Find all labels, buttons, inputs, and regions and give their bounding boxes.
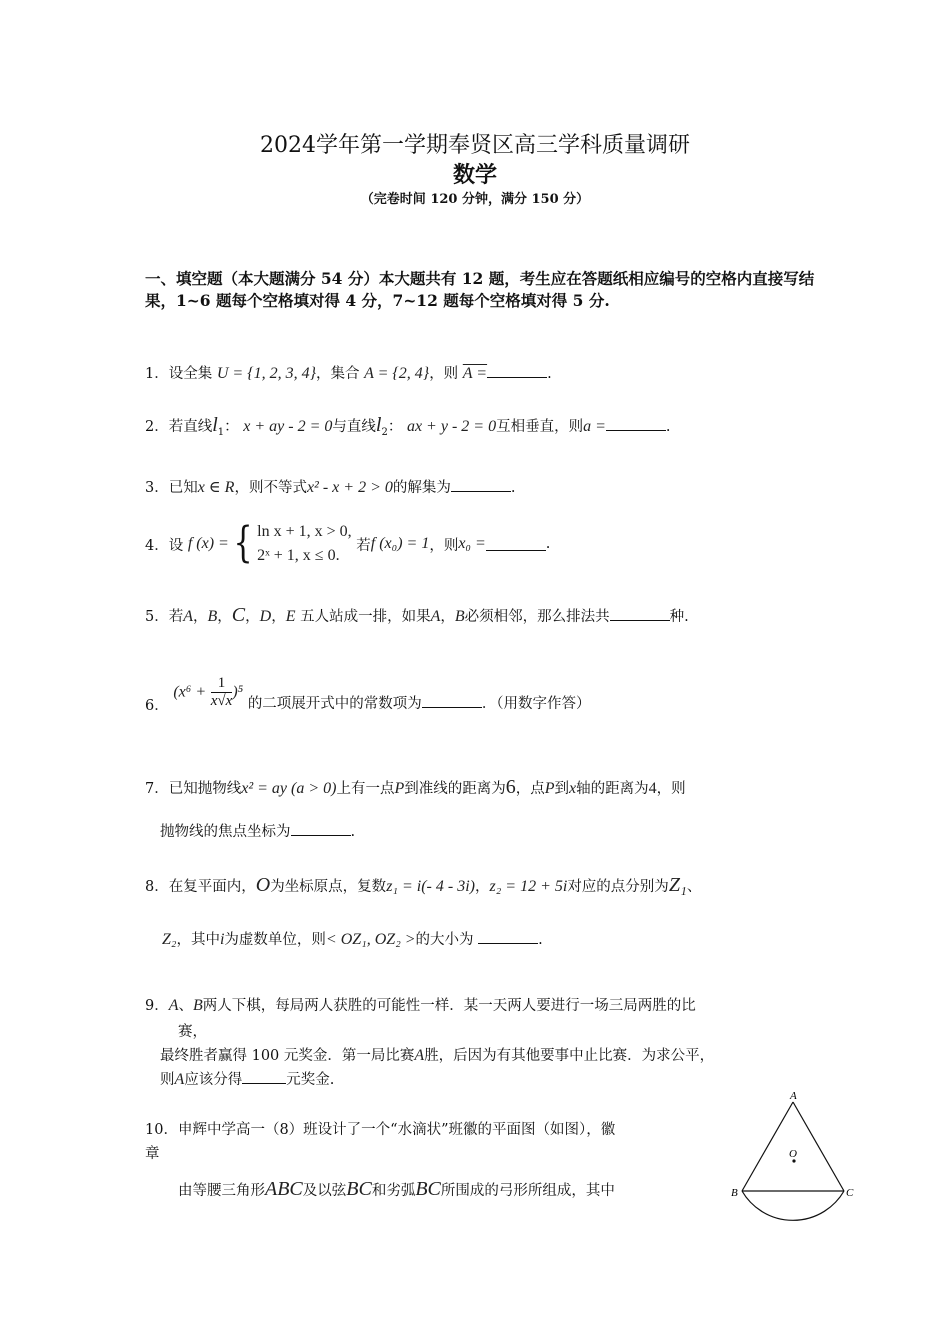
question-10-line3 [178, 1178, 615, 1201]
q5-person-b: B [207, 608, 218, 625]
q3-condition: x ∈ R [197, 479, 235, 496]
q8-text: . [538, 932, 543, 948]
q7-number: 7． [145, 781, 169, 797]
exam-time-info: （完卷时间 120 分钟，满分 150 分） [360, 192, 590, 207]
q6-expr-right: )⁵ [232, 683, 244, 701]
q5-person-a: A [183, 608, 194, 625]
q8-text: ，其中 [176, 932, 220, 948]
question-4 [145, 520, 550, 568]
q7-point-p: P [394, 780, 405, 797]
q8-text: 为坐标原点，复数 [270, 879, 387, 895]
q1-set-a: A = {2, 4} [364, 365, 430, 382]
q9-text: 胜，后因为有其他要事中止比赛．为求公平， [424, 1048, 715, 1064]
q5-text: 种. [669, 609, 689, 625]
q9-text: 则 [160, 1072, 175, 1088]
question-1 [145, 362, 552, 383]
q4-number: 4． [145, 537, 169, 554]
q4-case-1: ln x + 1, x > 0, [257, 523, 352, 540]
figure-label-c: C [846, 1187, 854, 1199]
q5-person-c: C [231, 604, 246, 626]
q6-denominator: x√x [210, 693, 233, 709]
q2-text: 若直线 [168, 419, 213, 435]
question-8-line2 [162, 928, 543, 949]
q8-text: 为虚数单位，则 [224, 932, 326, 948]
q2-variable-a: a = [583, 418, 606, 435]
q6-answer-blank[interactable] [422, 695, 482, 708]
q4-text: 若 [356, 537, 371, 554]
figure-label-o: O [789, 1148, 797, 1160]
q7-value-6: 6 [505, 776, 516, 798]
q5-text: 必须相邻，那么排法共 [464, 609, 610, 625]
q8-answer-blank[interactable] [478, 931, 538, 944]
q9-text: 最终胜者赢得 100 元奖金．第一局比赛 [160, 1048, 415, 1064]
figure-arc-bc [742, 1191, 844, 1220]
q7-text: . [350, 824, 356, 840]
q2-sub1: 1 [217, 426, 225, 438]
q7-text: ，则 [656, 781, 686, 797]
q3-text: . [510, 480, 516, 496]
q7-answer-blank[interactable] [291, 823, 351, 836]
q3-text: 已知 [168, 480, 198, 496]
q4-equation: f (x₀) = 1 [370, 535, 430, 552]
q9-text: 元奖金. [286, 1072, 335, 1088]
section1-intro: 一、填空题（本大题满分 54 分）本大题共有 12 题，考生应在答题纸相应编号的空格内直接写结果，1~6 题每个空格填对得 4 分，7~12 题每个空格填对得 5 分. [145, 269, 815, 310]
question-7-line2 [160, 820, 355, 841]
q8-angle: < OZ₁, OZ₂ > [325, 931, 416, 948]
q2-text: ： [224, 419, 239, 435]
q7-text: 已知抛物线 [168, 781, 242, 797]
q5-sep: ， [440, 609, 455, 625]
q10-text: 申辉中学高一（8）班设计了一个“水滴状”班徽的平面图（如图），徽 [177, 1122, 616, 1138]
q1-text: 设全集 [168, 366, 213, 382]
q3-text: 的解集为 [392, 480, 451, 496]
q8-point-z1: Z₁ [668, 874, 687, 896]
q5-person-d: D [259, 608, 272, 625]
q9-player-a: A [414, 1047, 425, 1064]
q3-inequality: x² - x + 2 > 0 [306, 479, 393, 496]
q7-text: 抛物线的焦点坐标为 [160, 824, 291, 840]
q1-text: ，集合 [316, 366, 360, 382]
q2-text: . [665, 419, 671, 435]
q1-answer-blank[interactable] [487, 365, 547, 378]
question-7 [145, 776, 686, 799]
q1-set-u: U = {1, 2, 3, 4} [216, 365, 316, 382]
exam-title: 2024学年第一学期奉贤区高三学科质量调研 [260, 133, 690, 158]
q5-sep: ， [193, 609, 208, 625]
q6-fraction [211, 675, 233, 710]
q7-text: 到 [554, 781, 570, 797]
q5-sep: ， [271, 609, 286, 625]
q6-expr-left: (x⁶ + [173, 683, 207, 701]
q8-text: 对应的点分别为 [567, 879, 669, 895]
q5-person-a: A [430, 608, 441, 625]
q5-number: 5． [145, 609, 169, 625]
q9-sep: 、 [178, 998, 194, 1014]
q2-line-l2: l [375, 414, 382, 436]
q10-arc-bc: BC [415, 1178, 441, 1200]
q9-player-b: B [193, 997, 203, 1014]
q8-complex-z2: z₂ = 12 + 5i [489, 878, 568, 895]
q10-number: 10． [145, 1122, 178, 1138]
q10-text: 及以弦 [302, 1183, 347, 1199]
figure-side-ab [742, 1102, 793, 1191]
q7-text: 轴的距离为 [576, 781, 649, 797]
q4-function: f (x) = [187, 535, 229, 552]
q6-number: 6． [145, 698, 169, 714]
question-3 [145, 476, 515, 497]
q6-expression [173, 675, 243, 710]
q2-text: 互相垂直，则 [496, 419, 584, 435]
q7-text: 到准线的距离为 [404, 781, 506, 797]
q2-sub2: 2 [381, 426, 388, 438]
q2-number: 2． [145, 419, 169, 435]
q9-player-a: A [168, 997, 179, 1014]
question-9-line4 [160, 1068, 334, 1089]
q4-text: 设 [168, 537, 184, 554]
question-9 [145, 994, 696, 1015]
q9-text: 应该分得 [184, 1072, 243, 1088]
q1-number: 1． [145, 366, 169, 382]
q5-person-e: E [285, 608, 296, 625]
q2-equation-2: ax + y - 2 = 0 [406, 418, 497, 435]
q8-text: 的大小为 [415, 932, 474, 948]
figure-side-ac [793, 1102, 844, 1191]
q7-parabola: x² = ay (a > 0) [241, 780, 337, 797]
q4-cases [257, 520, 352, 568]
q1-text: . [547, 366, 552, 382]
q1-complement: A = [462, 365, 488, 382]
q8-sep: 、 [686, 879, 702, 895]
q9-answer-blank[interactable] [242, 1071, 286, 1084]
q9-player-a: A [174, 1071, 185, 1088]
q2-text: 与直线 [332, 419, 376, 435]
exam-subject: 数学 [452, 162, 497, 188]
q4-case-2: 2ˣ + 1, x ≤ 0. [257, 547, 340, 564]
q4-text: . [545, 536, 551, 552]
q4-answer-blank[interactable] [486, 538, 546, 551]
q5-text: 若 [168, 609, 184, 625]
question-2 [145, 414, 670, 438]
q6-text: 的二项展开式中的常数项为 [247, 696, 422, 712]
q3-text: ，则不等式 [234, 480, 307, 496]
question-5 [145, 604, 689, 627]
q3-number: 3． [145, 480, 169, 496]
question-8 [145, 874, 701, 897]
q8-origin: O [255, 874, 271, 896]
question-10 [145, 1118, 615, 1139]
q3-answer-blank[interactable] [451, 479, 511, 492]
q5-person-b: B [454, 608, 465, 625]
q1-text: ，则 [429, 366, 459, 382]
q4-variable: x₀ = [458, 535, 486, 552]
q7-point-p: P [544, 780, 555, 797]
emblem-figure [725, 1088, 865, 1248]
q10-chord-bc: BC [346, 1178, 372, 1200]
q8-sep: ， [474, 879, 490, 895]
q7-x-axis: x [569, 780, 577, 797]
q5-sep: ， [245, 609, 260, 625]
q2-equation-1: x + ay - 2 = 0 [243, 418, 333, 435]
q8-number: 8． [145, 879, 169, 895]
q4-text: ，则 [429, 537, 459, 554]
q7-text: ，点 [515, 781, 545, 797]
q2-line-l1: l [212, 414, 218, 436]
q6-text: ．（用数字作答） [481, 696, 591, 712]
q9-text: 两人下棋，每局两人获胜的可能性一样．某一天两人要进行一场三局两胜的比 [202, 998, 696, 1014]
q5-sep: ， [217, 609, 232, 625]
q7-text: 上有一点 [336, 781, 395, 797]
q10-triangle-abc: ABC [265, 1178, 303, 1200]
q8-imaginary-unit: i [219, 931, 225, 948]
figure-label-a: A [790, 1090, 797, 1102]
q8-point-z2: Z₂ [162, 931, 177, 948]
q7-value-4: 4 [648, 780, 657, 797]
question-6 [145, 670, 591, 715]
question-9-line3 [160, 1044, 714, 1065]
q6-numerator: 1 [211, 675, 233, 693]
q2-text: ： [387, 419, 403, 435]
q10-text: 和劣弧 [371, 1183, 416, 1199]
q5-answer-blank[interactable] [610, 608, 670, 621]
question-9-line2: 赛， [178, 1024, 207, 1040]
q6-tail [248, 672, 591, 713]
figure-label-b: B [731, 1187, 738, 1199]
q10-text: 所围成的弓形所组成，其中 [440, 1183, 615, 1199]
q2-answer-blank[interactable] [606, 418, 666, 431]
q9-number: 9． [145, 998, 169, 1014]
q5-text: 五人站成一排，如果 [300, 609, 431, 625]
q4-brace-icon: { [233, 518, 253, 568]
q10-text: 由等腰三角形 [178, 1183, 265, 1199]
q8-text: 在复平面内， [168, 879, 256, 895]
question-10-line2: 章 [145, 1146, 160, 1162]
q8-complex-z1: z₁ = i(- 4 - 3i) [386, 878, 475, 895]
